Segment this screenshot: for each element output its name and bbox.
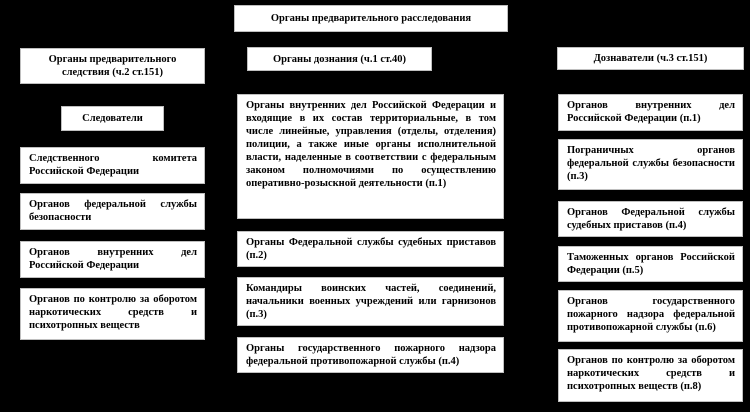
diagram-title-box	[234, 5, 508, 32]
investigator-item: Органов внутренних дел Российской Федерации	[20, 241, 205, 278]
inquirer-item: Таможенных органов Российской Федерации (п.5)	[558, 246, 743, 282]
inquirer-item: Органов внутренних дел Российской Федерации (п.1)	[558, 94, 743, 131]
inquiry-bodies-header	[247, 47, 432, 71]
inquiry-body-item: Органы государственного пожарного надзора федеральной противопожарной службы (п.4)	[237, 337, 504, 373]
column-header-label: Дознаватели (ч.3 ст.151)	[593, 53, 708, 64]
inquirers-header	[557, 47, 744, 70]
inquiry-body-item: Органы Федеральной службы судебных приставов (п.2)	[237, 231, 504, 267]
inquirer-item: Пограничных органов федеральной службы безопасности (п.3)	[558, 139, 743, 190]
inquiry-body-item: Органы внутренних дел Российской Федерации и входящие в их состав территориальные, в том числе линейные, управления (отделы, отделения) полиции, а также иные органы исполнительной власти, наделенные в соответствии с федеральным законом полномочиями по осуществлению оперативно-розыскной деятельности (п.1)	[237, 94, 504, 219]
investigator-item: Следственного комитета Российской Федерации	[20, 147, 205, 184]
preliminary-investigation-header	[20, 48, 205, 84]
diagram-title: Органы предварительного расследования	[270, 13, 472, 24]
column-header-label: Органы дознания (ч.1 ст.40)	[273, 53, 406, 65]
investigators-subheader	[61, 106, 164, 131]
inquirer-item: Органов Федеральной службы судебных приставов (п.4)	[558, 201, 743, 237]
subheader-label: Следователи	[82, 113, 143, 124]
column-header-label: Органы предварительного следствия (ч.2 ст.151)	[48, 54, 177, 78]
inquiry-body-item: Командиры воинских частей, соединений, начальники военных учреждений или гарнизонов (п.3)	[237, 277, 504, 326]
inquirer-item: Органов государственного пожарного надзора федеральной противопожарной службы (п.6)	[558, 290, 743, 342]
inquirer-item: Органов по контролю за оборотом наркотических средств и психотропных веществ (п.8)	[558, 349, 743, 402]
investigator-item: Органов федеральной службы безопасности	[20, 193, 205, 230]
investigator-item: Органов по контролю за оборотом наркотических средств и психотропных веществ	[20, 288, 205, 340]
